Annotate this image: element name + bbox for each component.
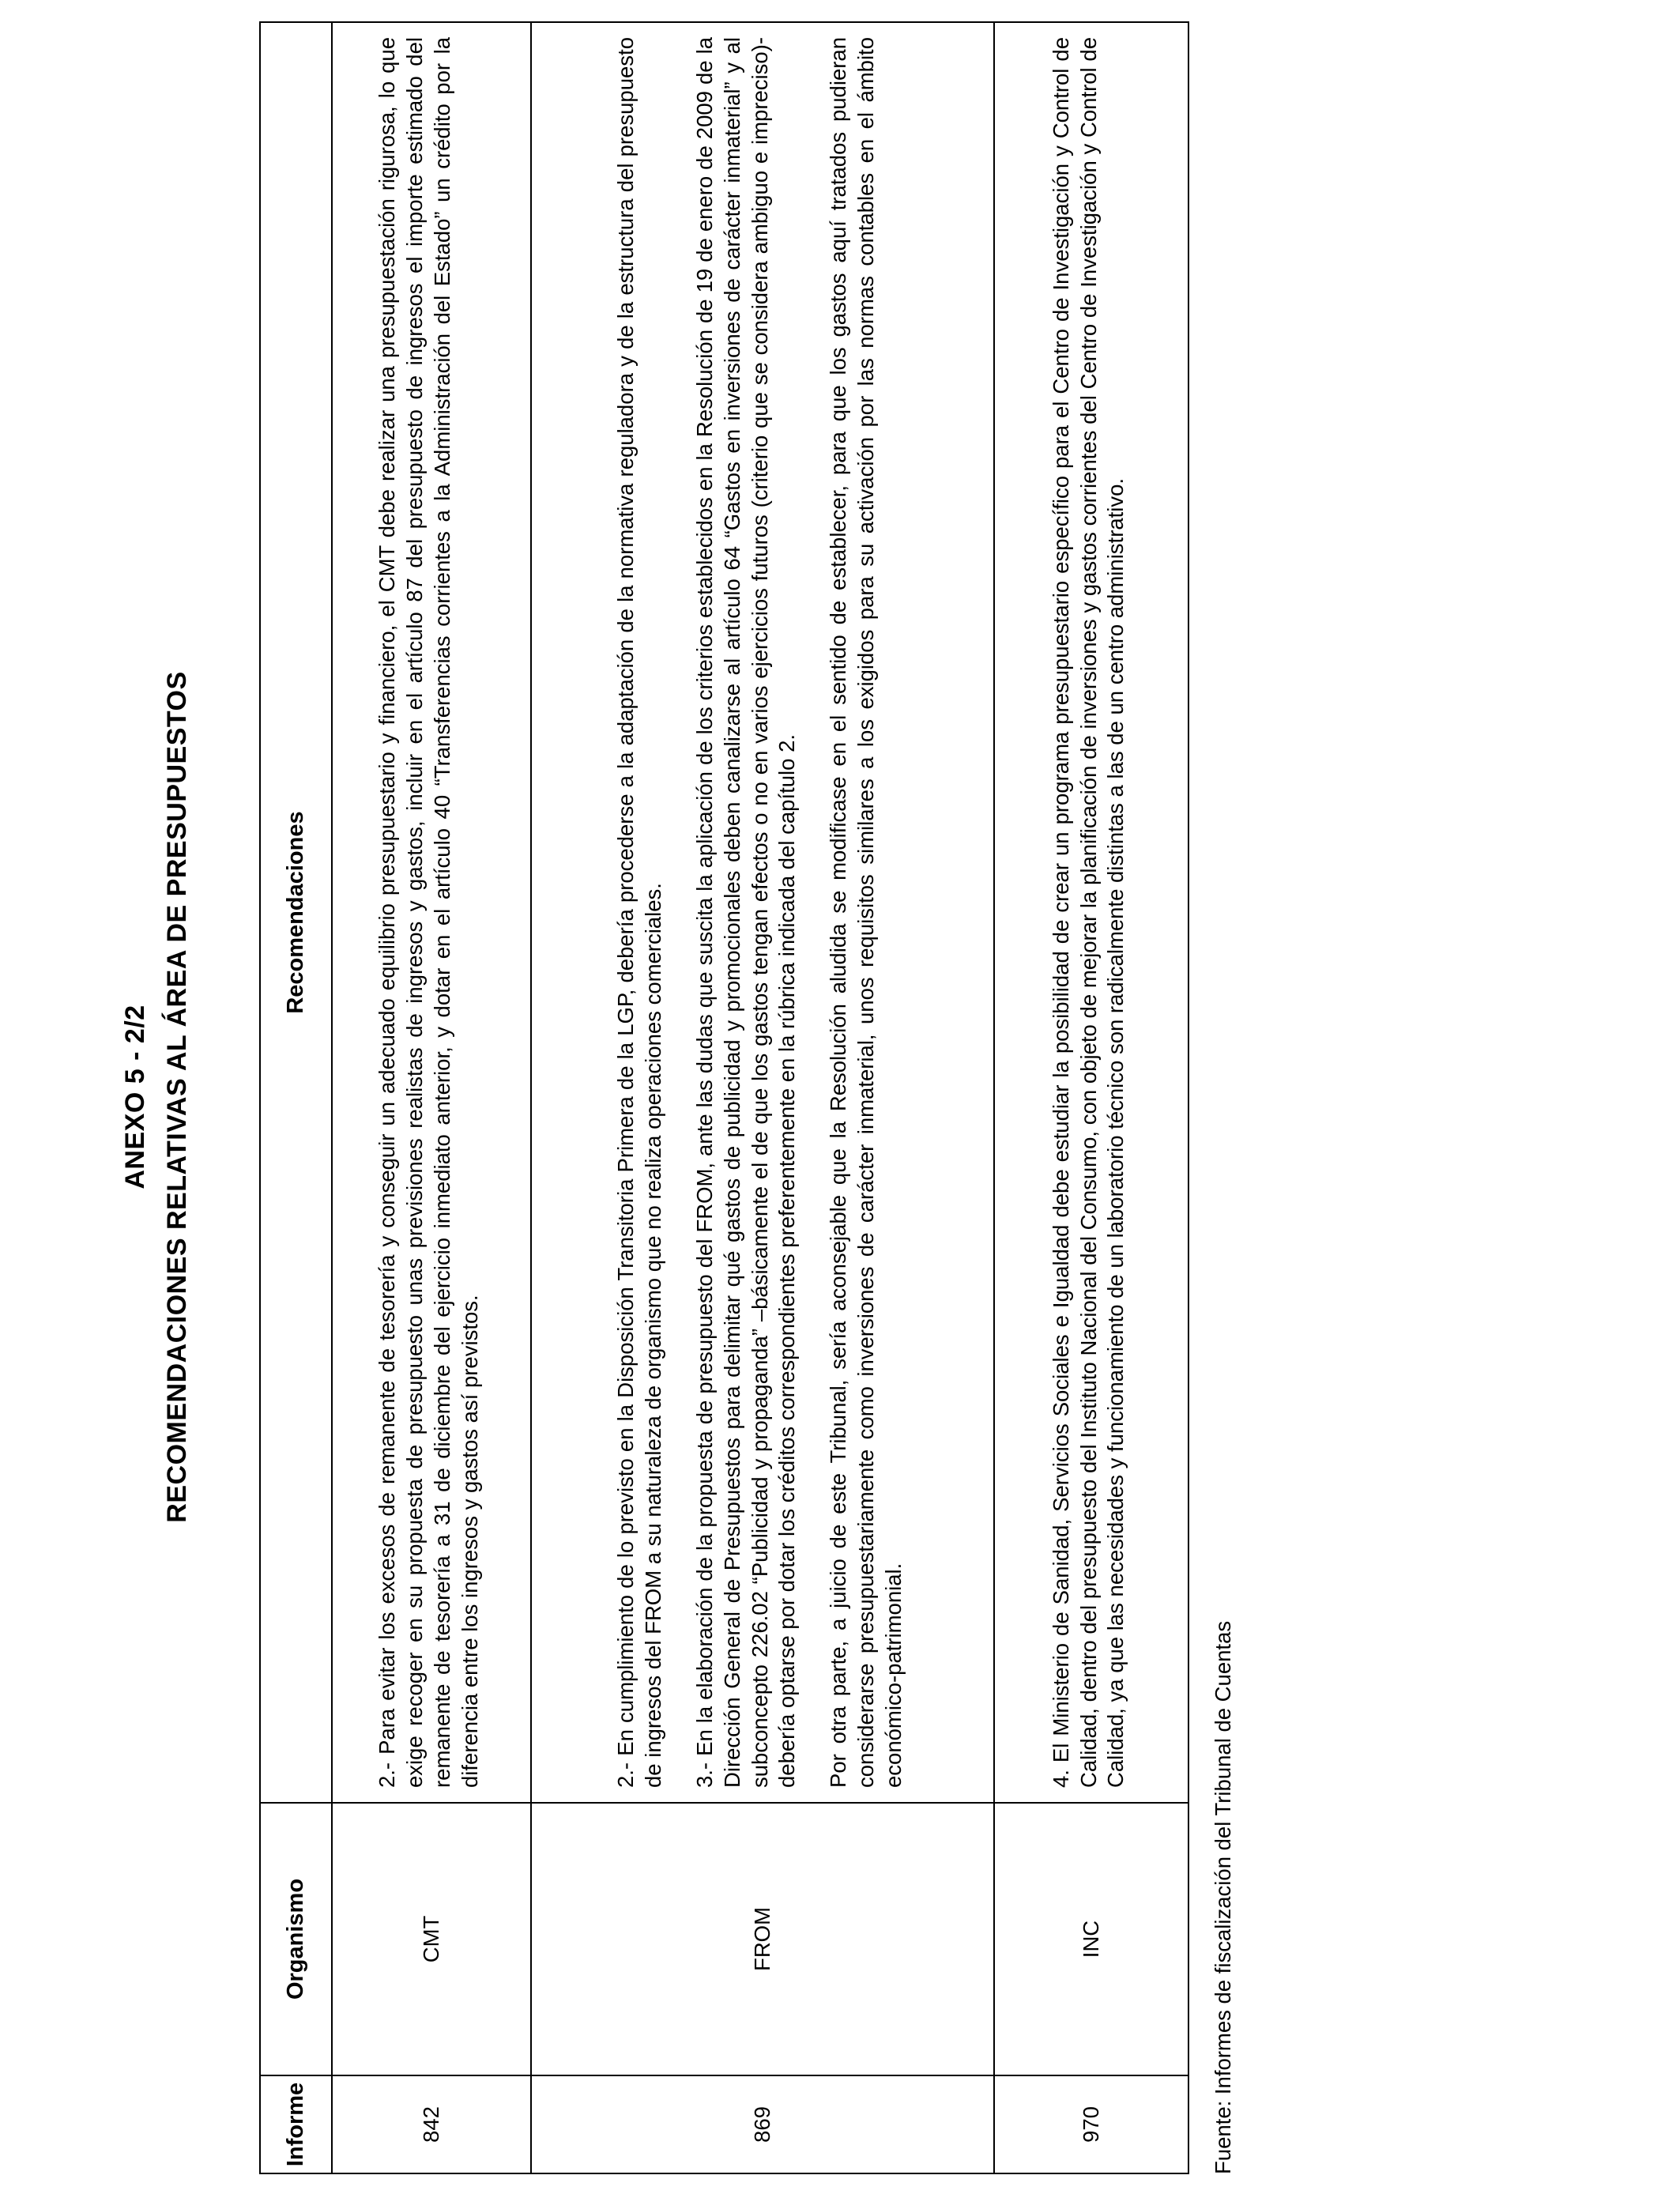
recommendation-paragraph: 2.- En cumplimiento de lo previsto en la Disposición Transitoria Primera de la LGP, debería procederse a la adaptación de la normativa reguladora y de la estructura del presupuesto de ingresos del FROM a su naturaleza de organismo que no realiza operaciones comerciales. [613,37,666,1788]
header-organismo: Organismo [260,1803,332,2075]
recommendation-paragraph: 3.- En la elaboración de la propuesta de presupuesto del FROM, ante las dudas que suscita la aplicación de los criterios establecidos en la Resolución de 19 de enero de 2009 de la Dirección General de Presupuestos para delimitar qué gastos de publicidad y promocionales deben canalizarse al artículo 64 “Gastos en inversiones de carácter inmaterial” y al subconcepto 226.02 “Publicidad y propaganda” –básicamente el de que los gastos tengan efectos o no en varios ejercicios futuros (criterio que se considera ambiguo e impreciso)- debería optarse por dotar los créditos correspondientes preferentemente en la rúbrica indicada del capítulo 2. [692,37,800,1788]
header-informe: Informe [260,2075,332,2173]
header-recomendaciones: Recomendaciones [260,22,332,1803]
annex-title: ANEXO 5 - 2/2 [120,1005,150,1189]
cell-organismo: FROM [531,1803,994,2075]
recommendation-paragraph: Por otra parte, a juicio de este Tribunal, sería aconsejable que la Resolución aludida se modificase en el sentido de establecer, para que los gastos aquí tratados pudieran considerarse presupuestariamente como inversiones de carácter inmaterial, unos requisitos similares a los exigidos para su activación por las normas contables en el ámbito económico-patrimonial. [826,37,906,1788]
cell-organismo: CMT [332,1803,531,2075]
cell-recomendaciones [994,22,1188,1803]
recommendation-paragraph: 4. El Ministerio de Sanidad, Servicios Sociales e Igualdad debe estudiar la posibilidad de crear un programa presupuestario específico para el Centro de Investigación y Control de Calidad, dentro del presupuesto del Instituto Nacional del Consumo, con objeto de mejorar la planificación de inversiones y gastos corrientes del Centro de Investigación y Control de Calidad, ya que las necesidades y funcionamiento de un laboratorio técnico son radicalmente distintas a las de un centro administrativo. [1048,37,1128,1788]
table-row [332,22,531,2173]
table-header-row [260,22,332,2173]
cell-informe: 842 [332,2075,531,2173]
cell-informe: 869 [531,2075,994,2173]
table-row [531,22,994,2173]
table-row [994,22,1188,2173]
recommendations-table [259,21,1189,2174]
cell-informe: 970 [994,2075,1188,2173]
cell-recomendaciones [531,22,994,1803]
annex-subtitle: RECOMENDACIONES RELATIVAS AL ÁREA DE PRESUPUESTOS [162,671,192,1523]
cell-recomendaciones [332,22,531,1803]
recommendation-paragraph: 2.- Para evitar los excesos de remanente de tesorería y conseguir un adecuado equilibrio presupuestario y financiero, el CMT debe realizar una presupuestación rigurosa, lo que exige recoger en su propuesta de presupuesto unas previsiones realistas de ingresos y gastos, incluir en el artículo 87 del presupuesto de ingresos el importe estimado del remanente de tesorería a 31 de diciembre del ejercicio inmediato anterior, y dotar en el artículo 40 “Transferencias corrientes a la Administración del Estado” un crédito por la diferencia entre los ingresos y gastos así previstos. [375,37,482,1788]
cell-organismo: INC [994,1803,1188,2075]
source-footnote: Fuente: Informes de fiscalización del Tribunal de Cuentas [1211,1620,1235,2174]
